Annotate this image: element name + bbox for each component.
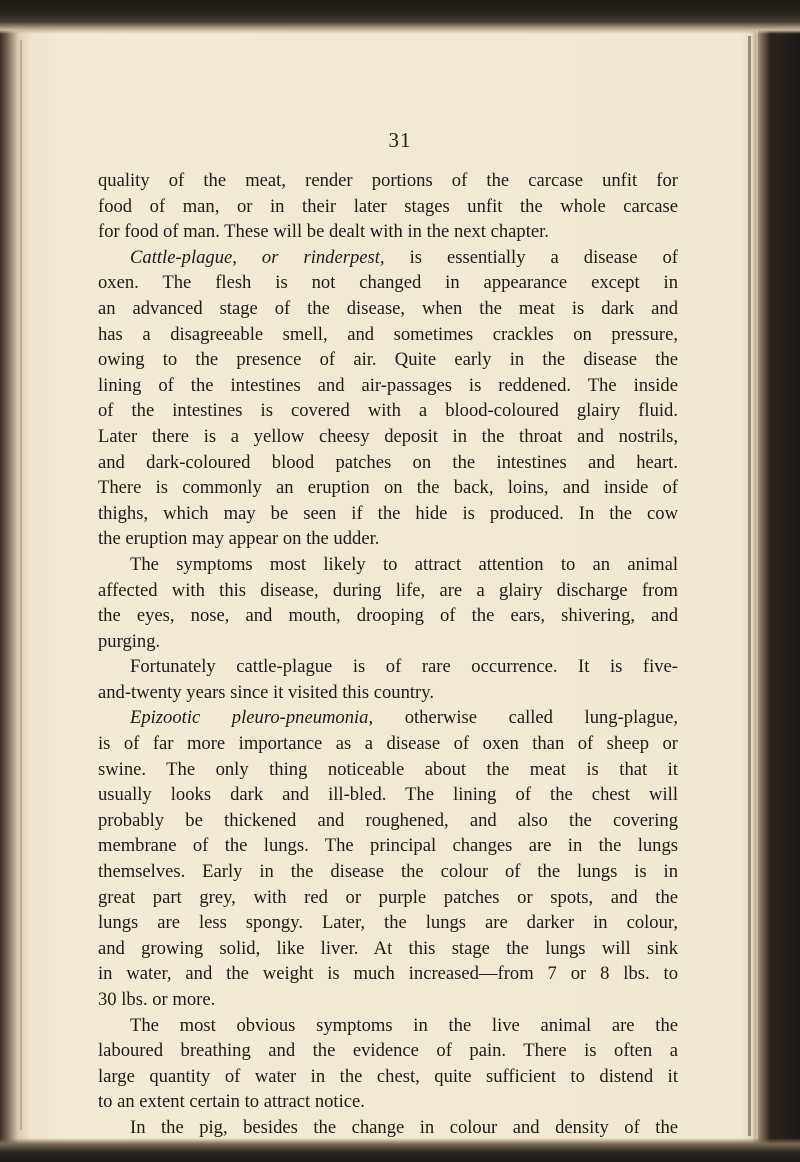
right-page-edge (748, 36, 751, 1136)
bottom-binding-shadow (0, 1138, 800, 1162)
text-line: large quantity of water in the chest, quite sufficient to distend it (98, 1065, 678, 1087)
text-line: the eyes, nose, and mouth, drooping of the ears, shivering, and (98, 605, 678, 627)
page-number: 31 (388, 128, 412, 152)
text-line: probably be thickened and roughened, and also the covering (98, 809, 678, 831)
line-rest: is essentially a disease of (384, 246, 678, 268)
text-line: great part grey, with red or purple patches or spots, and the (98, 886, 678, 908)
text-line: owing to the presence of air. Quite early in the disease the (98, 349, 678, 371)
text-line: membrane of the lungs. The principal changes are in the lungs (98, 835, 678, 857)
text-line: In the pig, besides the change in colour and density of the (130, 1116, 678, 1138)
text-line: There is commonly an eruption on the back, loins, and inside of (98, 477, 678, 499)
text-line: The most obvious symptoms in the live animal are the (130, 1014, 678, 1036)
text-line: to an extent certain to attract notice. (98, 1091, 365, 1113)
body-text (98, 168, 678, 1141)
text-line: thighs, which may be seen if the hide is produced. In the cow (98, 502, 678, 524)
text-line: usually looks dark and ill-bled. The lining of the chest will (98, 784, 678, 806)
line-rest: otherwise called lung-plague, (373, 707, 678, 729)
text-line: purging. (98, 630, 161, 652)
text-line: and-twenty years since it visited this country. (98, 681, 434, 703)
text-line: is of far more importance as a disease of oxen than of sheep or (98, 733, 678, 755)
text-line: in water, and the weight is much increased—from 7 or 8 lbs. to (98, 963, 678, 985)
italic-term: Epizootic pleuro-pneumonia, (130, 707, 374, 729)
text-line: food of man, or in their later stages unfit the whole carcase (98, 195, 678, 217)
text-line: 30 lbs. or more. (98, 989, 216, 1010)
left-page-edge (20, 40, 22, 1130)
right-page-edge-highlight (756, 30, 758, 1140)
text-line: themselves. Early in the disease the colour of the lungs is in (98, 861, 678, 883)
text-line: The symptoms most likely to attract attention to an animal (130, 553, 678, 575)
text-line: of the intestines is covered with a blood-coloured glairy fluid. (98, 400, 678, 422)
text-line: and growing solid, like liver. At this stage the lungs will sink (98, 937, 678, 959)
text-line: Fortunately cattle-plague is of rare occurrence. It is five- (130, 656, 678, 678)
text-line: has a disagreeable smell, and sometimes crackles on pressure, (98, 323, 678, 345)
text-line: lining of the intestines and air-passages is reddened. The inside (98, 374, 678, 396)
text-line: an advanced stage of the disease, when the meat is dark and (98, 297, 678, 319)
top-binding-shadow (0, 0, 800, 34)
text-line: the eruption may appear on the udder. (98, 528, 380, 550)
text-line (98, 705, 678, 731)
text-line: laboured breathing and the evidence of pain. There is often a (98, 1040, 678, 1062)
text-line: and dark-coloured blood patches on the intestines and heart. (98, 451, 678, 473)
italic-term: Cattle-plague, or rinderpest, (130, 246, 385, 268)
text-line: for food of man. These will be dealt with in the next chapter. (98, 221, 549, 243)
text-line: oxen. The flesh is not changed in appearance except in (98, 272, 678, 294)
text-line: quality of the meat, render portions of the carcase unfit for (98, 170, 678, 191)
text-line: lungs are less spongy. Later, the lungs are darker in colour, (98, 912, 678, 934)
text-line: Later there is a yellow cheesy deposit in the throat and nostrils, (98, 425, 678, 447)
text-line: affected with this disease, during life, are a glairy discharge from (98, 579, 678, 601)
text-line: swine. The only thing noticeable about the meat is that it (98, 758, 678, 780)
text-line (98, 245, 678, 271)
